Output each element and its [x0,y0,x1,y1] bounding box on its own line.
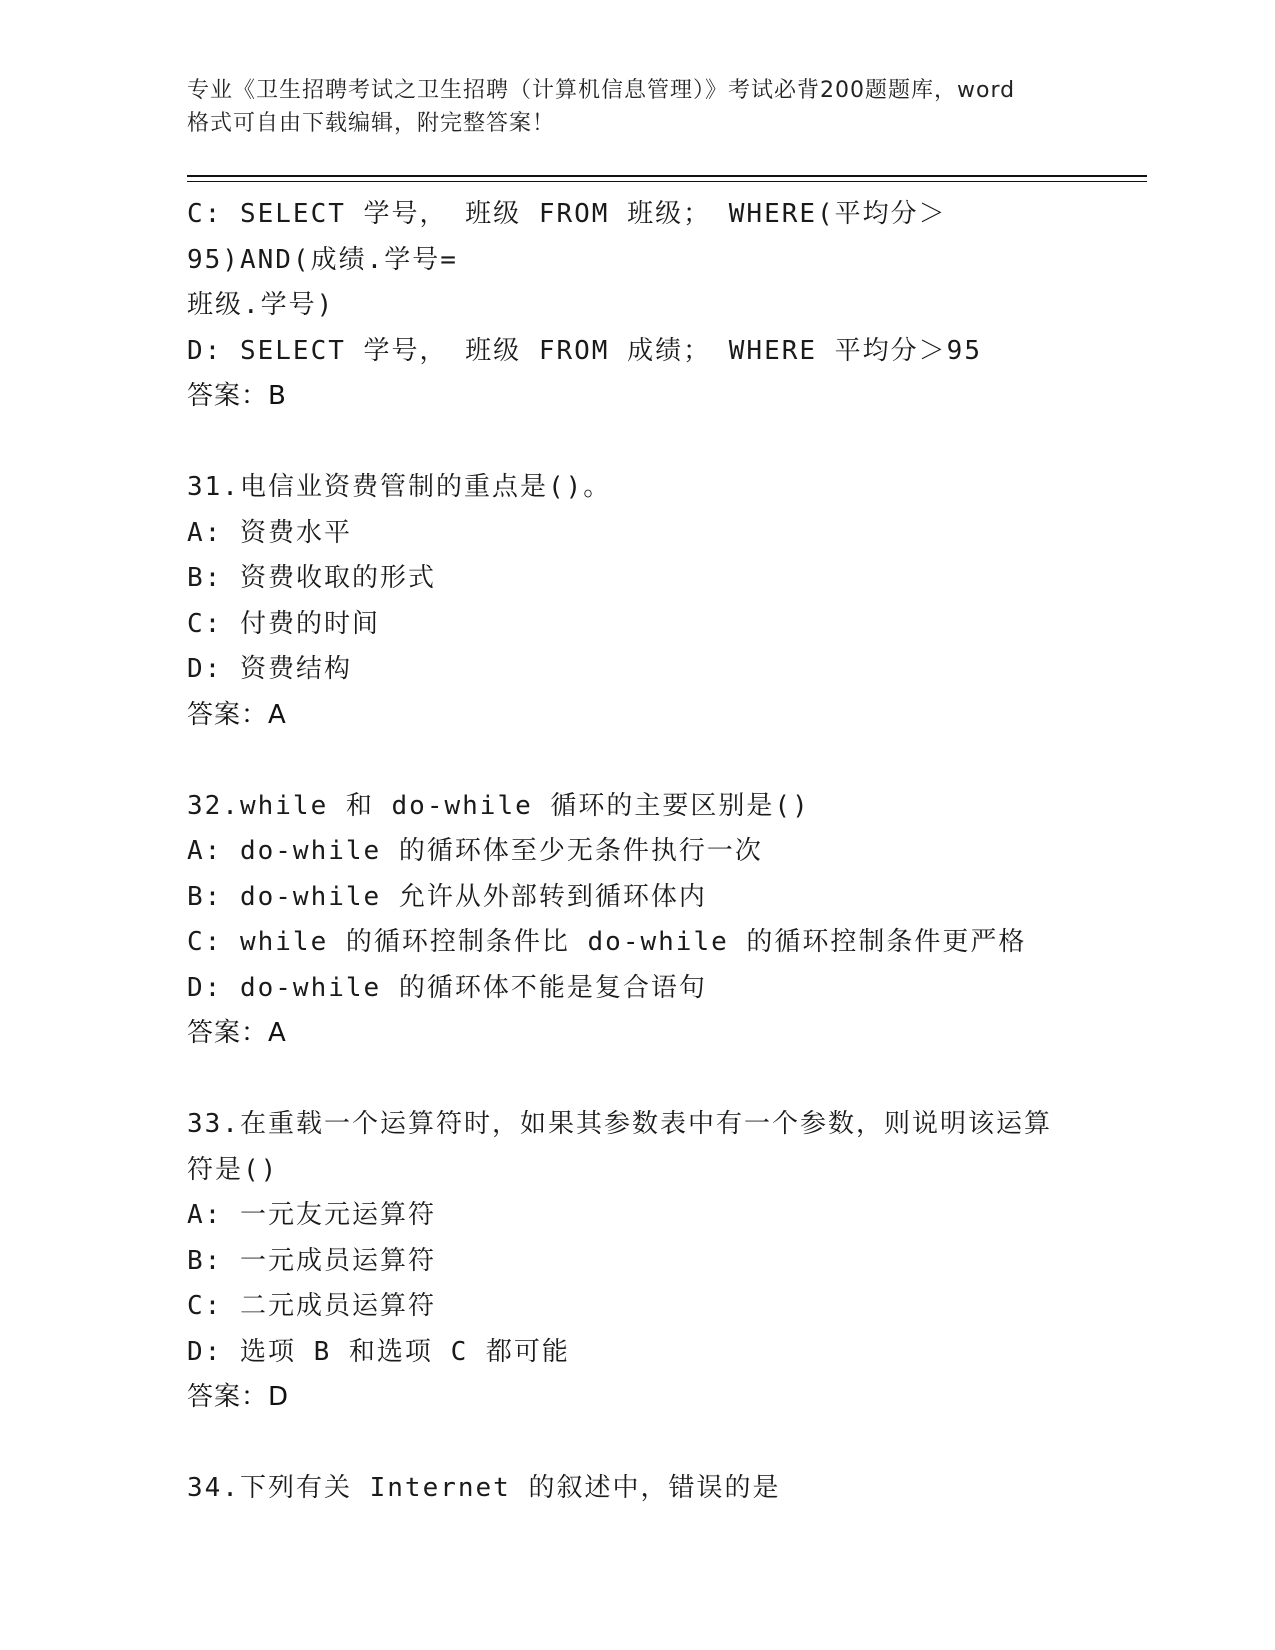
question-31 [187,465,1087,738]
answer: 答案：A [187,699,287,730]
option-c-line-2: 班级.学号) [187,290,335,320]
header-line-2: 格式可自由下载编辑，附完整答案！ [187,111,556,136]
option-c-line-1: C: SELECT 学号， 班级 FROM 班级； WHERE(平均分＞95)AND(成绩.学号= [187,199,947,275]
option-a: A: do-while 的循环体至少无条件执行一次 [187,836,763,866]
document-header [187,74,1097,140]
question-stem: 32.while 和 do-while 循环的主要区别是() [187,790,810,821]
option-c: C: while 的循环控制条件比 do-while 的循环控制条件更严格 [187,927,1027,957]
carryover-question [187,192,1087,420]
spacer [187,420,1087,466]
option-a: A: 一元友元运算符 [187,1200,436,1230]
option-b: B: do-while 允许从外部转到循环体内 [187,881,707,912]
spacer [187,738,1087,784]
answer: 答案：A [187,1018,287,1048]
question-34 [187,1466,1087,1512]
question-32 [187,784,1087,1057]
question-33 [187,1102,1087,1421]
spacer [187,1057,1087,1103]
option-b: B: 资费收取的形式 [187,563,436,593]
header-rule-thin [187,181,1147,182]
question-stem: 34.下列有关 Internet 的叙述中，错误的是 [187,1473,781,1503]
option-d: D: do-while 的循环体不能是复合语句 [187,972,707,1003]
question-stem: 31.电信业资费管制的重点是()。 [187,472,612,502]
header-line-1: 专业《卫生招聘考试之卫生招聘（计算机信息管理）》考试必背200题题库，word [187,78,1016,103]
option-c: C: 付费的时间 [187,608,380,639]
option-d: D: 资费结构 [187,654,352,684]
answer: 答案：B [187,381,287,411]
spacer [187,1421,1087,1467]
header-rule-thick [187,175,1147,177]
option-a: A: 资费水平 [187,517,352,548]
question-stem-line-1: 33.在重载一个运算符时，如果其参数表中有一个参数，则说明该运算 [187,1109,1052,1139]
option-d: D: SELECT 学号， 班级 FROM 成绩； WHERE 平均分＞95 [187,335,982,366]
option-d: D: 选项 B 和选项 C 都可能 [187,1336,570,1367]
answer: 答案：D [187,1382,290,1412]
option-b: B: 一元成员运算符 [187,1245,436,1276]
question-stem-line-2: 符是() [187,1154,279,1185]
option-c: C: 二元成员运算符 [187,1291,436,1321]
question-list [187,192,1087,1512]
